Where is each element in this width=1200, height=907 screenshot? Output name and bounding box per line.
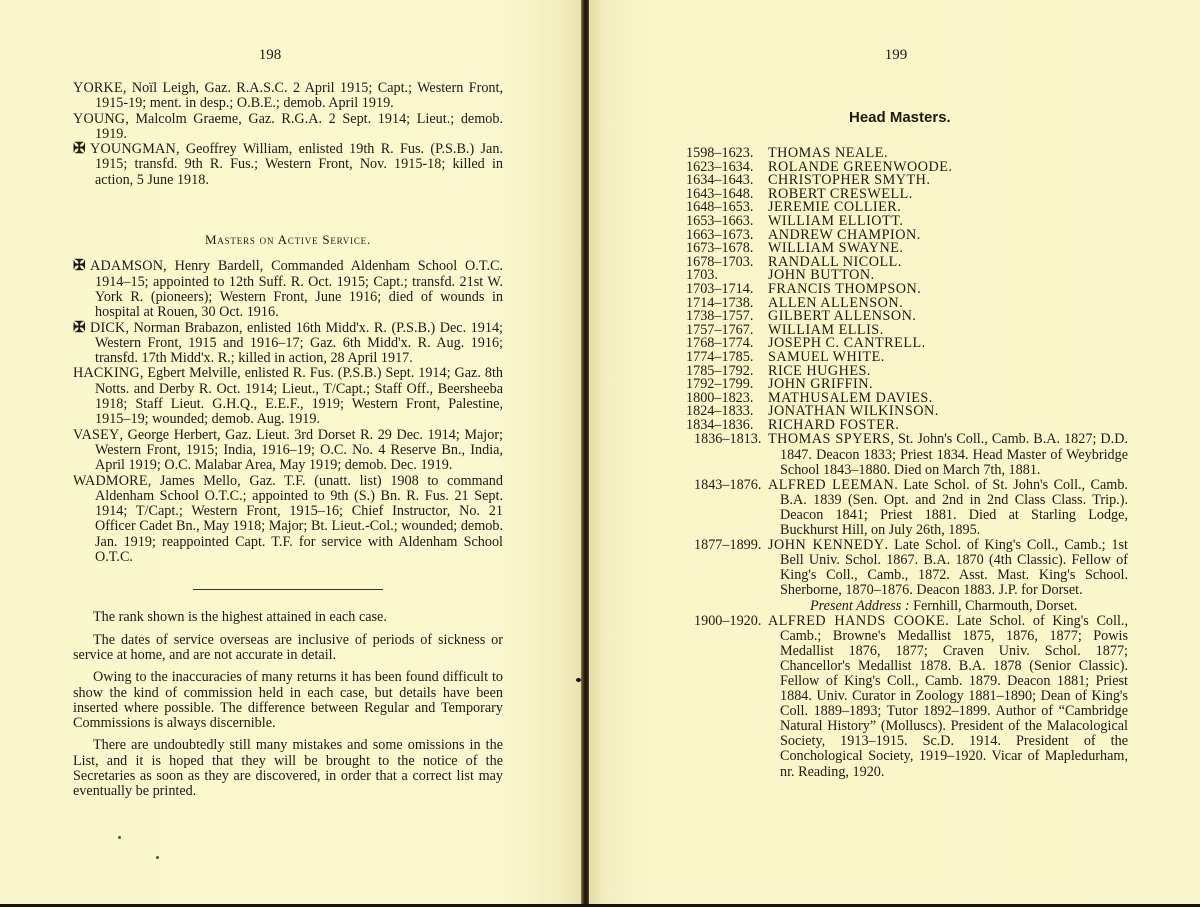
entry-surname: HACKING	[73, 365, 140, 382]
head-master-name: ALFRED LEEMAN	[768, 476, 895, 493]
entry-dick	[73, 321, 503, 367]
entry-adamson	[73, 259, 503, 320]
biography-text: . Late Schol. of King's Coll., Camb.; Browne's Medallist 1875, 1876, 1877; Powis Medallist 1876, 1877; Craven Univ. Schol. 1877; Chancellor's Medallist 1878. B.A. 1878 (Senior Classic). Fellow of King's Coll., Camb. 1879. Deacon 1881; Priest 1884. Univ. Curator in Zoology 1881–1890; Dean of King's Coll. 1889–1893; Tutor 1892–1899. Author of “Cambridge Natural History” (Molluscs). President of the Malacological Society, 1913–1915. Sc.D. 1914. President of the Conchological Society, 1919–1920. Vicar of Mapledurham, nr. Reading, 1920.	[780, 612, 1128, 780]
entries-masters	[73, 259, 503, 565]
head-master-name: FRANCIS THOMPSON.	[768, 280, 922, 297]
head-master-name: RANDALL NICOLL.	[768, 253, 902, 270]
head-master-name: ANDREW CHAMPION.	[768, 226, 921, 243]
head-master-detail	[686, 478, 1128, 538]
head-masters-list	[686, 147, 1128, 780]
tenure-dates: 1738–1757.	[686, 308, 754, 325]
maltese-cross-icon: ✠	[73, 141, 86, 158]
section-heading: Masters on Active Service.	[204, 232, 372, 248]
tenure-dates: 1703.	[686, 267, 718, 284]
entry-wadmore	[73, 474, 503, 566]
head-master-name: JEREMIE COLLIER.	[768, 199, 902, 216]
head-master-row	[686, 416, 1128, 433]
head-master-detail	[686, 432, 1128, 477]
entry-text: , James Mello, Gaz. T.F. (unatt. list) 1908 to command Aldenham School O.T.C.; appointed to 9th (S.) Bn. R. Fus. 21 Sept. 1914; T/Capt.; Western Front, 1915–16; Chief Instructor, No. 21 Officer Cadet Bn., May 1918; Major; Bt. Lieut.-Col.; wounded; demob. Jan. 1919; reappointed Capt. T.F. for service with Aldenham School O.T.C.	[95, 472, 503, 566]
tenure-dates: 1623–1634.	[686, 158, 754, 175]
note-paragraph: The rank shown is the highest attained in each case.	[93, 609, 387, 626]
entry-young	[73, 112, 503, 143]
entry-text: , Geoffrey William, enlisted 19th R. Fus. (P.S.B.) Jan. 1915; transfd. 9th R. Fus.; Western Front, Nov. 1915-18; killed in action, 5 June 1918.	[95, 141, 503, 188]
note-paragraph: There are undoubtedly still many mistakes and some omissions in the List, and it is hoped that they will be brought to the notice of the Secretaries as soon as they are discovered, in order that a correct list may eventually be printed.	[73, 737, 503, 800]
divider-rule	[193, 589, 383, 590]
tenure-dates: 1663–1673.	[686, 226, 754, 243]
head-master-name: MATHUSALEM DAVIES.	[768, 389, 933, 406]
entry-yorke	[73, 81, 503, 112]
head-master-biography	[768, 478, 1128, 538]
head-master-detail	[686, 538, 1128, 613]
address-label: Present Address :	[810, 597, 910, 614]
head-master-name: JOHN KENNEDY	[768, 537, 885, 554]
head-master-name: RICHARD FOSTER.	[768, 416, 900, 433]
entry-text: , Norman Brabazon, enlisted 16th Midd'x. R. (P.S.B.) Dec. 1914; Western Front, 1915 and 1916–17; Gaz. 6th Midd'x. R. Aug. 1916; transfd. 17th Midd'x. R.; killed in action, 28 April 1917.	[95, 319, 503, 367]
head-master-biography	[768, 432, 1128, 477]
head-master-name: ALFRED HANDS COOKE	[768, 612, 946, 629]
detailed-list	[686, 432, 1128, 779]
tenure-dates: 1653–1663.	[686, 212, 754, 229]
entry-surname: ADAMSON	[90, 258, 164, 275]
note-paragraph: Owing to the inaccuracies of many returns it has been found difficult to show the kind of commission held in each case, but details have been inserted where possible. The difference between Regular and Temporary Commissions is always discernible.	[73, 669, 503, 732]
head-master-name: WILLIAM ELLIOTT.	[768, 212, 904, 229]
biography-text: , St. John's Coll., Camb. B.A. 1827; D.D. 1847. Deacon 1833; Priest 1834. Head Master of Weybridge School 1843–1880. Died on March 7th, 1881.	[780, 431, 1128, 478]
head-master-name: JOHN GRIFFIN.	[768, 376, 874, 393]
maltese-cross-icon: ✠	[73, 319, 86, 336]
paper-speck	[118, 836, 121, 839]
tenure-dates: 1714–1738.	[686, 294, 754, 311]
tenure-dates: 1703–1714.	[686, 280, 754, 297]
tenure-dates: 1836–1813.	[694, 431, 762, 448]
head-master-name: ALLEN ALLENSON.	[768, 294, 904, 311]
paper-speck	[156, 856, 159, 859]
tenure-dates: 1843–1876.	[694, 476, 762, 493]
entry-text: , Henry Bardell, Commanded Aldenham School O.T.C. 1914–15; appointed to 12th Suff. R. Oct. 1915; Capt.; transfd. 21st W. York R. (pioneers); Western Front, June 1916; died of wounds in hospital at Rouen, 30 Oct. 1916.	[95, 258, 503, 321]
head-master-name: JONATHAN WILKINSON.	[768, 403, 939, 420]
head-master-name: SAMUEL WHITE.	[768, 348, 885, 365]
tenure-dates: 1877–1899.	[694, 537, 762, 554]
head-master-row	[686, 253, 1128, 270]
head-master-name: ROLANDE GREENWOODE.	[768, 158, 953, 175]
present-address	[780, 599, 1128, 614]
tenure-dates: 1598–1623.	[686, 145, 754, 161]
note-paragraph: The dates of service overseas are inclusive of periods of sickness or service at home, and are not accurate in detail.	[73, 631, 503, 663]
biography-text: . Late Schol. of King's Coll., Camb.; 1st Bell Univ. Schol. 1867. B.A. 1870 (4th Classic). Fellow of King's Coll., Camb., 1872. Asst. Mast. King's School. Sherborne, 1870–1876. Deacon 1883. J.P. for Dorset.	[780, 537, 1128, 599]
entry-surname: WADMORE	[73, 472, 148, 489]
tenure-dates: 1673–1678.	[686, 240, 754, 257]
tenure-dates: 1634–1643.	[686, 172, 754, 189]
tenure-dates: 1785–1792.	[686, 362, 754, 379]
simple-list	[686, 147, 1128, 432]
entry-surname: YOUNG	[73, 110, 126, 127]
head-master-name: RICE HUGHES.	[768, 362, 871, 379]
tenure-dates: 1768–1774.	[686, 335, 754, 352]
tenure-dates: 1774–1785.	[686, 348, 754, 365]
head-master-biography	[768, 538, 1128, 613]
head-master-name: JOHN BUTTON.	[768, 267, 875, 284]
page-number-right: 199	[884, 47, 908, 63]
maltese-cross-icon: ✠	[73, 258, 86, 275]
entry-text: , Malcolm Graeme, Gaz. R.G.A. 2 Sept. 1914; Lieut.; demob. 1919.	[95, 110, 503, 142]
head-master-biography	[768, 614, 1128, 780]
entry-surname: YORKE	[73, 80, 123, 96]
entry-surname: YOUNGMAN	[90, 141, 176, 158]
paper-speck	[576, 678, 581, 682]
entry-text: , Egbert Melville, enlisted R. Fus. (P.S.B.) Sept. 1914; Gaz. 8th Notts. and Derby R. Oct. 1914; Lieut., T/Capt.; Staff Off., Beersheeba 1918; Staff Lieut. G.H.Q., E.E.F., 1919; Western Front, Palestine, 1915–19; wounded; demob. Aug. 1919.	[95, 365, 503, 428]
head-master-name: ROBERT CRESWELL.	[768, 185, 913, 202]
entry-surname: VASEY	[73, 426, 120, 443]
entry-surname: DICK	[90, 319, 126, 336]
entry-vasey	[73, 428, 503, 474]
tenure-dates: 1678–1703.	[686, 253, 754, 270]
entries-top	[73, 81, 503, 188]
left-page-text	[73, 81, 503, 807]
tenure-dates: 1648–1653.	[686, 199, 754, 216]
head-master-name: GILBERT ALLENSON.	[768, 308, 917, 325]
head-master-name: THOMAS SPYERS	[768, 431, 891, 448]
tenure-dates: 1900–1920.	[694, 612, 762, 629]
head-master-name: WILLIAM SWAYNE.	[768, 240, 904, 257]
head-masters-heading: Head Masters.	[849, 109, 951, 126]
tenure-dates: 1834–1836.	[686, 416, 754, 433]
head-master-name: JOSEPH C. CANTRELL.	[768, 335, 926, 352]
entry-youngman	[73, 142, 503, 188]
head-master-name: CHRISTOPHER SMYTH.	[768, 172, 931, 189]
entry-hacking	[73, 366, 503, 427]
entry-text: , George Herbert, Gaz. Lieut. 3rd Dorset R. 29 Dec. 1914; Major; Western Front, 1915; India, 1916–19; O.C. No. 4 Reserve Bn., India, April 1919; O.C. Malabar Area, May 1919; demob. Dec. 1919.	[95, 426, 503, 474]
head-master-name: THOMAS NEALE.	[768, 145, 888, 161]
tenure-dates: 1792–1799.	[686, 376, 754, 393]
address-text: Fernhill, Charmouth, Dorset.	[909, 597, 1078, 614]
page-number-left: 198	[258, 47, 282, 63]
tenure-dates: 1757–1767.	[686, 321, 754, 338]
tenure-dates: 1800–1823.	[686, 389, 754, 406]
head-master-name: WILLIAM ELLIS.	[768, 321, 884, 338]
head-master-detail	[686, 614, 1128, 780]
tenure-dates: 1643–1648.	[686, 185, 754, 202]
notes	[73, 610, 503, 799]
tenure-dates: 1824–1833.	[686, 403, 754, 420]
biography-text: . Late Schol. of St. John's Coll., Camb. B.A. 1839 (Sen. Opt. and 2nd in 2nd Class Class. Trip.). Deacon 1841; Priest 1881. Died at Starling Lodge, Buckhurst Hill, on July 26th, 1895.	[780, 476, 1128, 539]
entry-text: , Noïl Leigh, Gaz. R.A.S.C. 2 April 1915; Capt.; Western Front, 1915-19; ment. in desp.; O.B.E.; demob. April 1919.	[95, 80, 503, 112]
